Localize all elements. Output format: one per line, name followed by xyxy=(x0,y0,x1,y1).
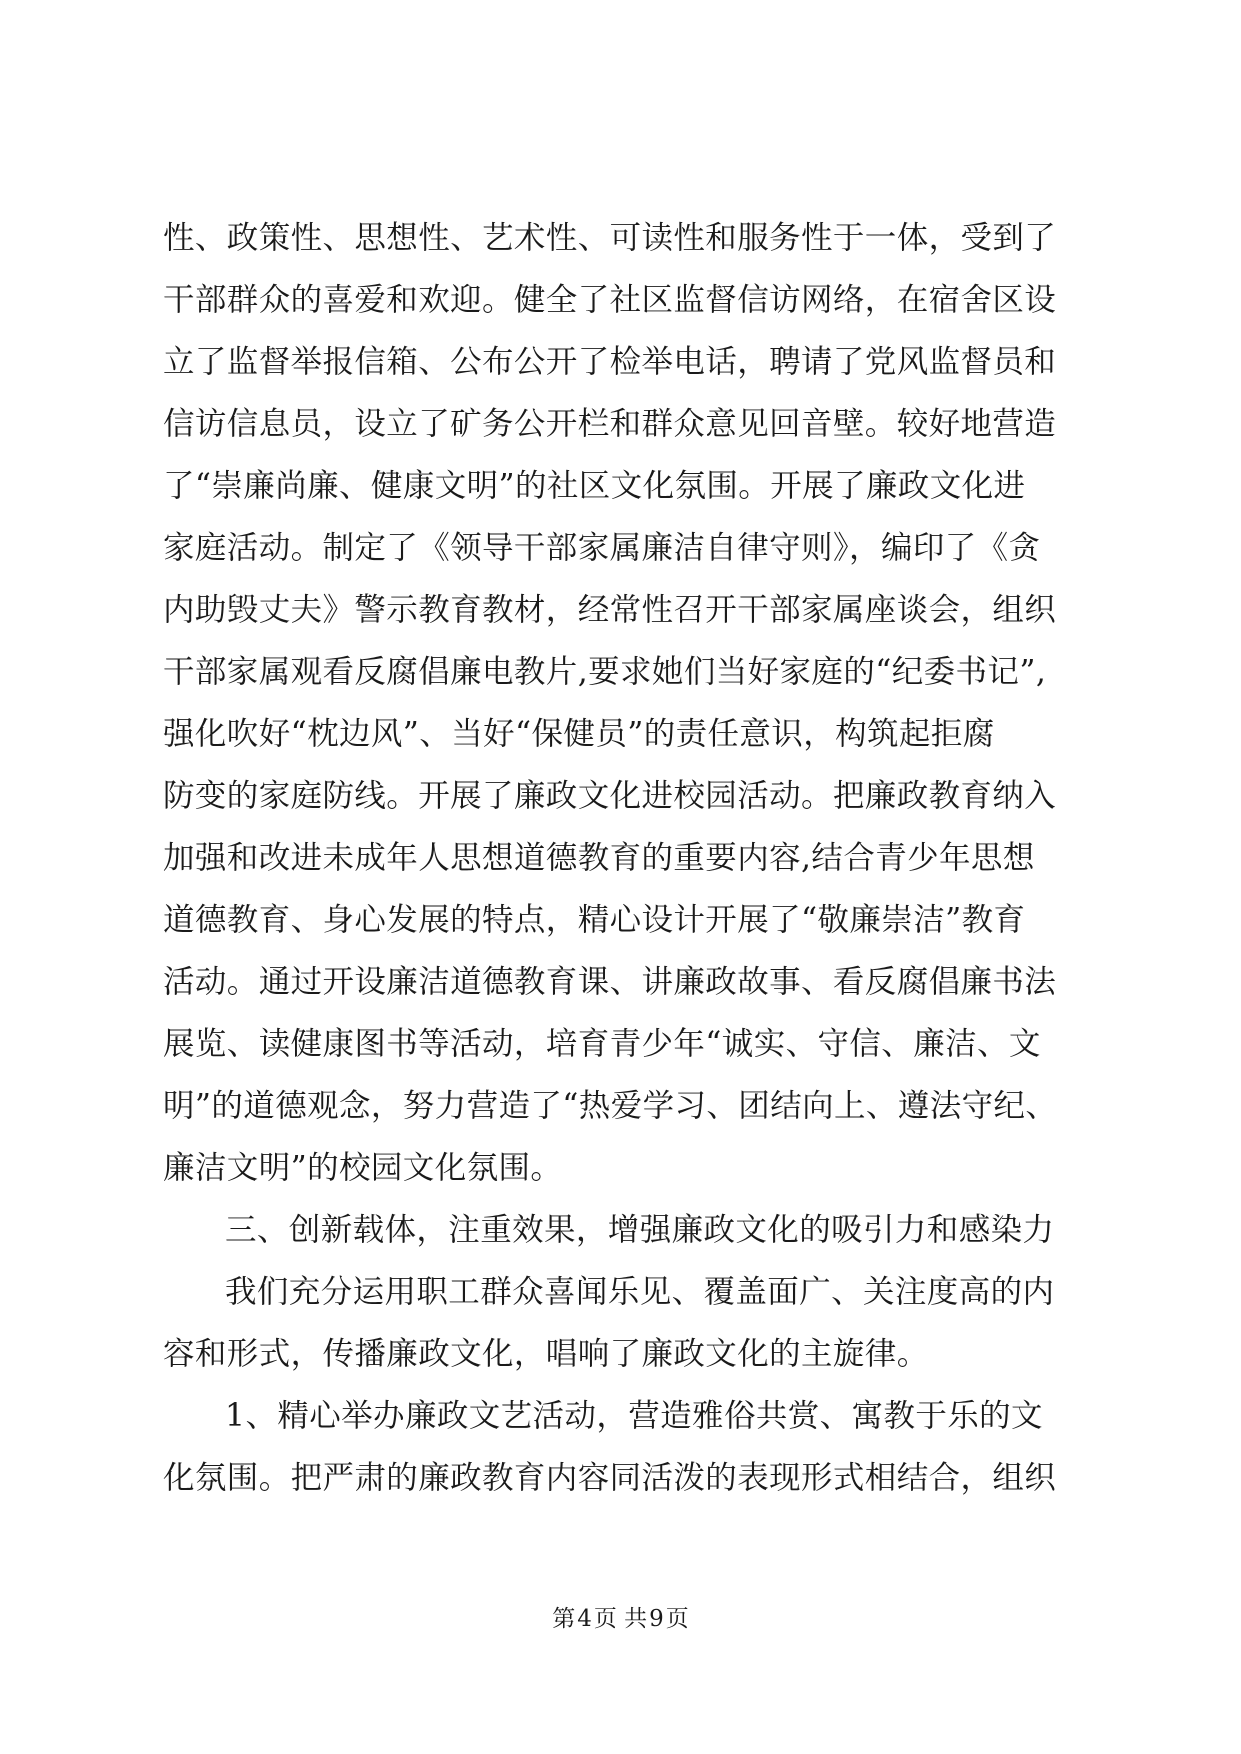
text-line-4: 信访信息员，设立了矿务公开栏和群众意见回音壁。较好地营造 xyxy=(163,406,1057,442)
text-line-7: 内助毁丈夫》警示教育教材，经常性召开干部家属座谈会，组织 xyxy=(163,592,1057,628)
page-suffix: 页 xyxy=(665,1606,689,1632)
text-line-18: 我们充分运用职工群众喜闻乐见、覆盖面广、关注度高的内 xyxy=(225,1274,1055,1310)
text-line-21: 化氛围。把严肃的廉政教育内容同活泼的表现形式相结合，组织 xyxy=(163,1460,1057,1496)
text-line-14: 展览、读健康图书等活动，培育青少年“诚实、守信、廉洁、文 xyxy=(163,1026,1041,1062)
text-line-13: 活动。通过开设廉洁道德教育课、讲廉政故事、看反腐倡廉书法 xyxy=(163,964,1057,1000)
text-line-12: 道德教育、身心发展的特点，精心设计开展了“敬廉崇洁”教育 xyxy=(163,902,1026,938)
text-line-16: 廉洁文明”的校园文化氛围。 xyxy=(163,1150,563,1186)
text-line-6: 家庭活动。制定了《领导干部家属廉洁自律守则》，编印了《贪 xyxy=(163,530,1041,566)
text-line-8: 干部家属观看反腐倡廉电教片,要求她们当好家庭的“纪委书记”, xyxy=(163,654,1047,690)
page-total: 9 xyxy=(649,1606,664,1632)
text-line-11: 加强和改进未成年人思想道德教育的重要内容,结合青少年思想 xyxy=(163,840,1035,876)
page-number-footer xyxy=(0,1604,1241,1634)
text-line-20: 1、精心举办廉政文艺活动，营造雅俗共赏、寓教于乐的文 xyxy=(225,1398,1043,1434)
text-line-5: 了“崇廉尚廉、健康文明”的社区文化氛围。开展了廉政文化进 xyxy=(163,468,1026,504)
text-line-1: 性、政策性、思想性、艺术性、可读性和服务性于一体，受到了 xyxy=(163,220,1057,256)
text-line-10: 防变的家庭防线。开展了廉政文化进校园活动。把廉政教育纳入 xyxy=(163,778,1057,814)
text-line-9: 强化吹好“枕边风”、当好“保健员”的责任意识，构筑起拒腐 xyxy=(163,716,995,752)
text-line-15: 明”的道德观念，努力营造了“热爱学习、团结向上、遵法守纪、 xyxy=(163,1088,1058,1124)
section-heading: 三、创新载体，注重效果，增强廉政文化的吸引力和感染力 xyxy=(225,1212,1055,1248)
text-line-19: 容和形式，传播廉政文化，唱响了廉政文化的主旋律。 xyxy=(163,1336,929,1372)
page-current: 4 xyxy=(577,1606,592,1632)
page-mid: 页 共 xyxy=(593,1606,648,1632)
document-body xyxy=(163,207,1083,1509)
page-prefix: 第 xyxy=(552,1606,576,1632)
text-line-3: 立了监督举报信箱、公布公开了检举电话，聘请了党风监督员和 xyxy=(163,344,1057,380)
text-line-2: 干部群众的喜爱和欢迎。健全了社区监督信访网络，在宿舍区设 xyxy=(163,282,1057,318)
